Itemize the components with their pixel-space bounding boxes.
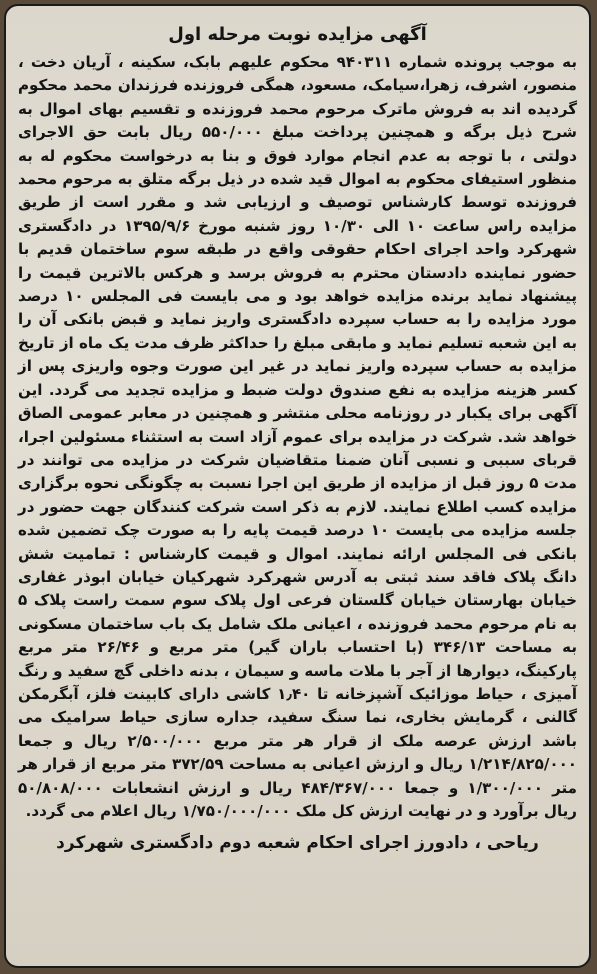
notice-title: آگهی مزایده نوبت مرحله اول — [168, 24, 427, 45]
notice-body — [18, 51, 577, 823]
notice-paragraph: به موجب پرونده شماره ۹۴۰۳۱۱ محکوم علیهم بابک، سکینه ، آریان دخت ، منصور، اشرف، زهرا،سیامک، مسعود، همگی فروزنده فرزندان محمد محکوم گردیده اند به فروش ماترک مرحوم محمد فروزنده و تقسیم بهای اموال به شرح ذیل برگه و همچنین پرداخت مبلغ ۵۵۰/۰۰۰ ریال بابت حق الاجرای دولتی ، با توجه به عدم انجام موارد فوق و بنا به درخواست محکوم له به منظور استیفای محکوم به اموال قید شده در ذیل برگه متلق به مرحوم محمد فروزنده توسط کارشناس توصیف و ارزیابی شد و مقرر است از طریق مزایده راس ساعت ۱۰ الی ۱۰/۳۰ روز شنبه مورخ ۱۳۹۵/۹/۶ در دادگستری شهرکرد واحد اجرای احکام حقوقی واقع در طبقه سوم ساختمان قدیم با حضور نماینده دادستان محترم به فروش برسد و هرکس بالاترین قیمت را پیشنهاد نماید برنده مزایده خواهد بود و می بایست فی المجلس ۱۰ درصد مورد مزایده را به حساب سپرده دادگستری واریز نماید و قبض بانکی آن را به این شعبه تسلیم نماید و مابقی مبلغ را حداکثر ظرف مدت یک ماه از تاریخ مزایده به حساب سپرده واریز نماید در غیر این صورت وجوه واریزی پس از کسر هزینه مزایده به نفع صندوق دولت ضبط و مزایده تجدید می گردد. این آگهی برای یکبار در روزنامه محلی منتشر و همچنین در معابر عمومی الصاق خواهد شد. شرکت در مزایده برای عموم آزاد است به استثناء مسئولین اجرا، قربای سببی و نسبی آنان ضمنا متقاضیان شرکت در مزایده می توانند در مدت ۵ روز قبل از مزایده از طریق این اجرا نسبت به چگونگی نحوه برگزاری مزایده کسب اطلاع نمایند. لازم به ذکر است شرکت کنندگان جهت حضور در جلسه مزایده می بایست ۱۰ درصد قیمت پایه را به صورت چک تضمین شده بانکی فی المجلس ارائه نمایند. اموال و قیمت کارشناس : تمامیت شش دانگ پلاک فاقد سند ثبتی به آدرس شهرکرد شهرکیان خیابان ابوذر غفاری خیابان بهارستان خیابان گلستان فرعی اول پلاک سوم سمت راست پلاک ۵ به نام مرحوم محمد فروزنده ، اعیانی ملک شامل یک باب ساختمان مسکونی به مساحت ۳۴۶/۱۳ (با احتساب باران گیر) متر مربع و ۲۶/۴۶ متر مربع پارکینگ، دیوارها از آجر با ملات ماسه و سیمان ، بدنه داخلی گچ سفید و رنگ آمیزی ، حیاط موزائیک آشپزخانه تا ۱٫۴۰ کاشی دارای کابینت فلز، آبگرمکن گالنی ، گرمایش بخاری، نما سنگ سفید، جداره سازی حیاط سرامیک می باشد ارزش عرصه ملک از قرار هر متر مربع ۲/۵۰۰/۰۰۰ ریال و جمعا ۱/۲۱۴/۸۲۵/۰۰۰ ریال و ارزش اعیانی به مساحت ۳۷۲/۵۹ متر مربع از قرار هر متر ۱/۳۰۰/۰۰۰ و جمعا ۴۸۴/۳۶۷/۰۰۰ ریال و ارزش انشعابات ۵۰/۸۰۸/۰۰۰ ریال برآورد و در نهایت ارزش کل ملک ۱/۷۵۰/۰۰۰/۰۰۰ ریال اعلام می گردد. — [18, 53, 578, 820]
notice-signature: ریاحی ، دادورز اجرای احکام شعبه دوم دادگستری شهرکرد — [56, 833, 539, 854]
auction-notice — [4, 4, 591, 968]
